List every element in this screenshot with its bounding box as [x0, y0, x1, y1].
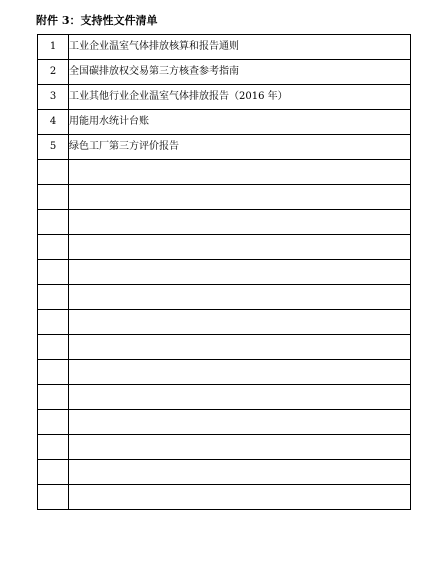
- table-row: [38, 385, 411, 410]
- document-name-cell: [69, 335, 411, 360]
- row-number-cell: [38, 235, 69, 260]
- document-name-cell: [69, 435, 411, 460]
- row-number-cell: [38, 360, 69, 385]
- table-row: [38, 85, 411, 110]
- document-name-cell: 用能用水统计台账: [69, 110, 411, 135]
- document-name-cell: 工业企业温室气体排放核算和报告通则: [69, 35, 411, 60]
- document-name-cell: [69, 185, 411, 210]
- row-number-cell: 2: [38, 60, 69, 85]
- row-number-cell: 1: [38, 35, 69, 60]
- row-number-cell: [38, 285, 69, 310]
- table-body: [38, 35, 411, 510]
- document-name-cell: 全国碳排放权交易第三方核查参考指南: [69, 60, 411, 85]
- document-name-cell: 工业其他行业企业温室气体排放报告（2016 年）: [69, 85, 411, 110]
- row-number-cell: 3: [38, 85, 69, 110]
- table-row: [38, 210, 411, 235]
- document-title: 附件 3：支持性文件清单: [36, 14, 158, 27]
- document-name-cell: [69, 260, 411, 285]
- row-number-cell: [38, 260, 69, 285]
- table-row: [38, 410, 411, 435]
- row-number-cell: 4: [38, 110, 69, 135]
- document-name-cell: [69, 410, 411, 435]
- row-number-cell: [38, 435, 69, 460]
- row-number-cell: [38, 485, 69, 510]
- table-row: [38, 485, 411, 510]
- document-name-cell: [69, 210, 411, 235]
- document-name-cell: [69, 485, 411, 510]
- row-number-cell: [38, 410, 69, 435]
- row-number-cell: [38, 335, 69, 360]
- document-name-cell: [69, 285, 411, 310]
- document-name-cell: 绿色工厂第三方评价报告: [69, 135, 411, 160]
- document-name-cell: [69, 460, 411, 485]
- row-number-cell: [38, 160, 69, 185]
- table-row: [38, 360, 411, 385]
- row-number-cell: [38, 310, 69, 335]
- document-name-cell: [69, 385, 411, 410]
- table-row: [38, 135, 411, 160]
- table-row: [38, 110, 411, 135]
- row-number-cell: 5: [38, 135, 69, 160]
- row-number-cell: [38, 460, 69, 485]
- table-row: [38, 60, 411, 85]
- document-name-cell: [69, 160, 411, 185]
- table-row: [38, 35, 411, 60]
- document-name-cell: [69, 310, 411, 335]
- document-name-cell: [69, 360, 411, 385]
- table-row: [38, 285, 411, 310]
- supporting-documents-table: [37, 34, 411, 510]
- row-number-cell: [38, 210, 69, 235]
- table-row: [38, 435, 411, 460]
- table-row: [38, 260, 411, 285]
- table-row: [38, 310, 411, 335]
- table-row: [38, 460, 411, 485]
- row-number-cell: [38, 385, 69, 410]
- document-name-cell: [69, 235, 411, 260]
- table-row: [38, 235, 411, 260]
- table-row: [38, 185, 411, 210]
- table-row: [38, 160, 411, 185]
- row-number-cell: [38, 185, 69, 210]
- table-row: [38, 335, 411, 360]
